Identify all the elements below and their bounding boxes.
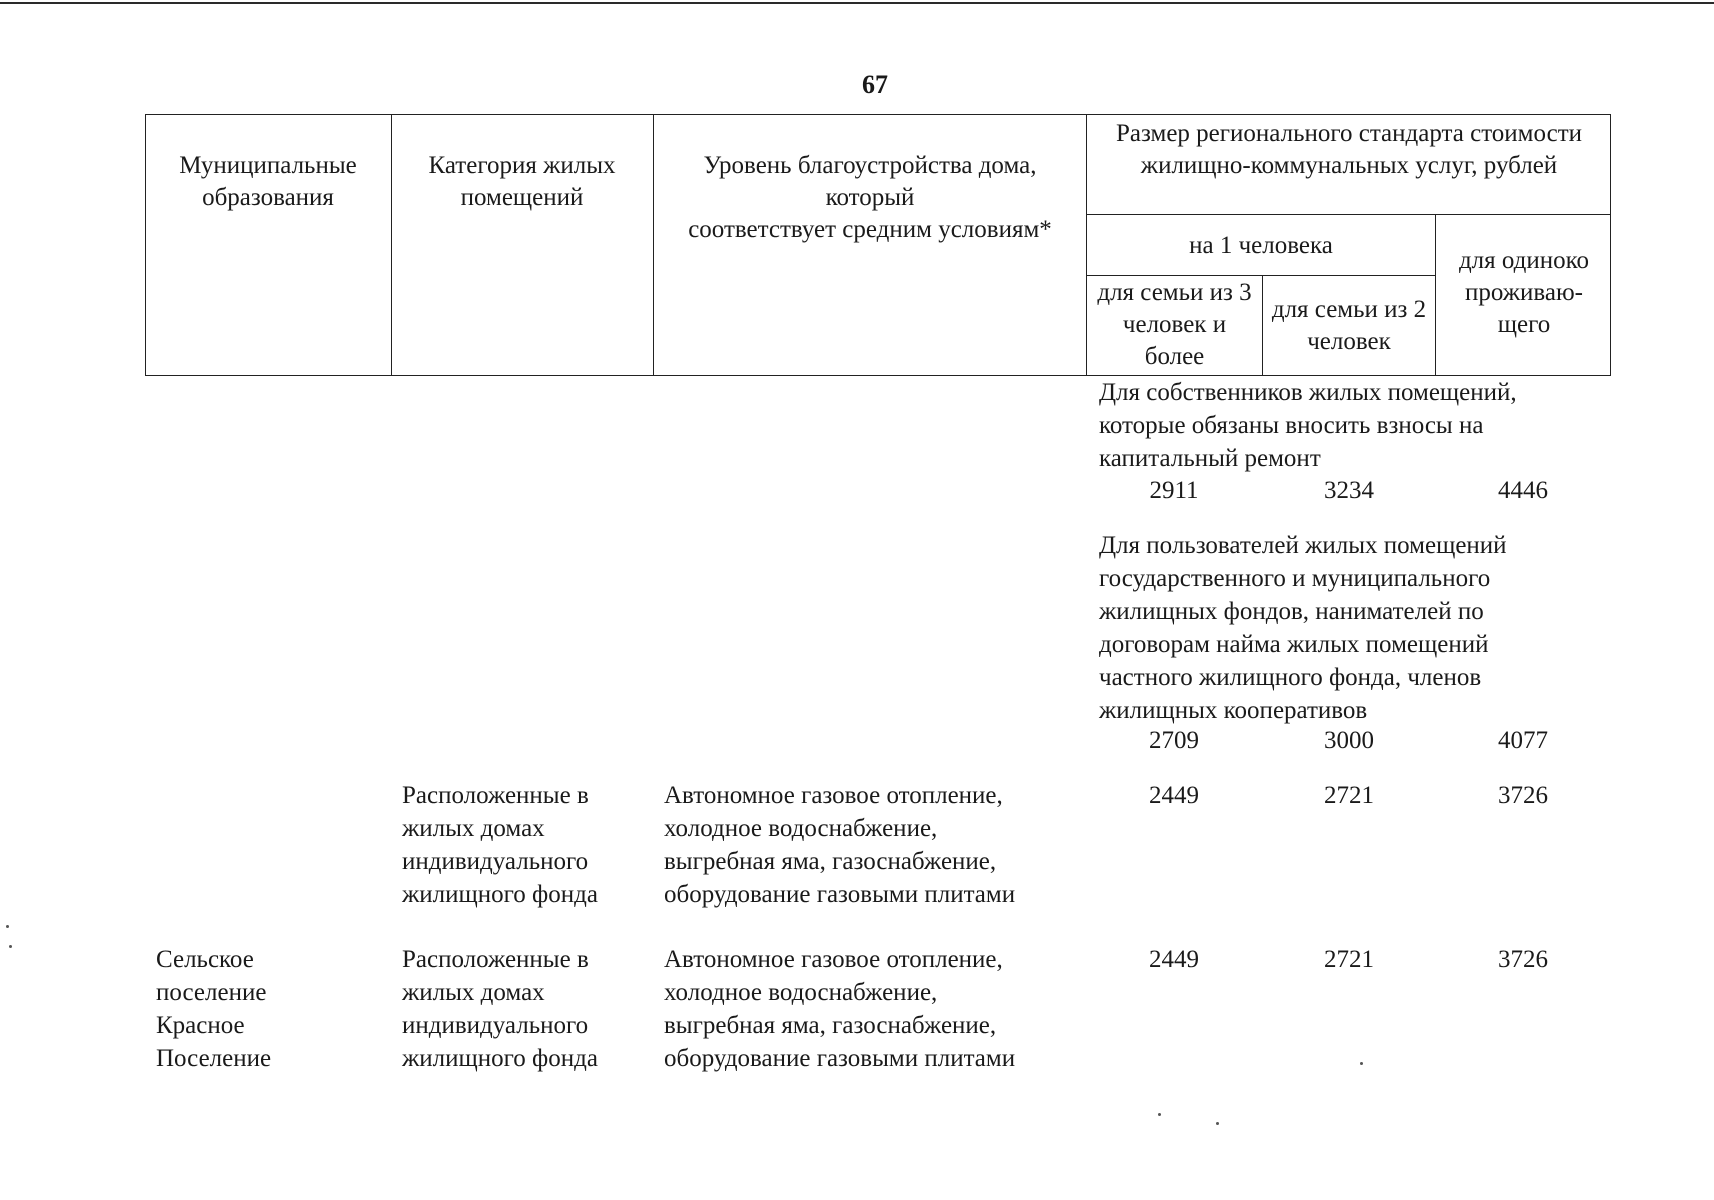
header-per-person: на 1 человека: [1189, 232, 1333, 259]
col-divider-3: [1086, 114, 1087, 376]
header-single: для одиноко проживаю-щего: [1458, 247, 1590, 338]
row-value-single: 3726: [1498, 782, 1548, 809]
page-number: 67: [862, 70, 888, 99]
row-level: Автономное газовое отопление, холодное водоснабжение, выгребная яма, газоснабжение, оборудование газовыми плитами: [664, 946, 1016, 1072]
row-value-family2: 2721: [1324, 946, 1374, 973]
header-municipal: Муниципальные образования: [179, 152, 357, 211]
scan-edge-line: [0, 2, 1714, 4]
row-category: Расположенные в жилых домах индивидуального жилищного фонда: [402, 782, 598, 908]
col-divider-family: [1262, 275, 1263, 376]
scan-speck: [6, 925, 9, 928]
col-divider-2: [653, 114, 654, 376]
row-municipal: Сельское поселение Красное Поселение: [156, 946, 272, 1072]
scan-speck: [1360, 1062, 1363, 1065]
scan-speck: [9, 945, 12, 948]
header-family2: для семьи из 2 человек: [1271, 296, 1427, 355]
scan-speck: [1158, 1113, 1161, 1116]
header-category: Категория жилых помещений: [428, 152, 616, 211]
section-owners-value-family3: 2911: [1149, 477, 1199, 504]
header-level: Уровень благоустройства дома, который соответствует средним условиям*: [688, 152, 1052, 243]
section-owners-value-single: 4446: [1498, 477, 1548, 504]
row-divider-standard: [1086, 214, 1611, 215]
header-family3: для семьи из 3 человек и более: [1097, 279, 1252, 370]
row-category: Расположенные в жилых домах индивидуального жилищного фонда: [402, 946, 598, 1072]
row-value-family2: 2721: [1324, 782, 1374, 809]
row-value-family3: 2449: [1149, 946, 1199, 973]
col-divider-1: [391, 114, 392, 376]
section-users-value-single: 4077: [1498, 727, 1548, 754]
row-value-single: 3726: [1498, 946, 1548, 973]
section-users-title: Для пользователей жилых помещений государственного и муниципального жилищных фондов, нанимателей по договорам найма жилых помещений частного жилищного фонда, членов жилищных кооперативов: [1099, 532, 1507, 724]
section-owners-title: Для собственников жилых помещений, которые обязаны вносить взносы на капитальный ремонт: [1099, 379, 1517, 472]
section-users-value-family2: 3000: [1324, 727, 1374, 754]
header-standard-size: Размер регионального стандарта стоимости жилищно-коммунальных услуг, рублей: [1115, 120, 1583, 179]
col-divider-single: [1435, 214, 1436, 376]
row-value-family3: 2449: [1149, 782, 1199, 809]
scan-speck: [1216, 1122, 1219, 1125]
section-owners-value-family2: 3234: [1324, 477, 1374, 504]
row-level: Автономное газовое отопление, холодное водоснабжение, выгребная яма, газоснабжение, оборудование газовыми плитами: [664, 782, 1016, 908]
row-divider-per-person: [1086, 275, 1435, 276]
section-users-value-family3: 2709: [1149, 727, 1199, 754]
